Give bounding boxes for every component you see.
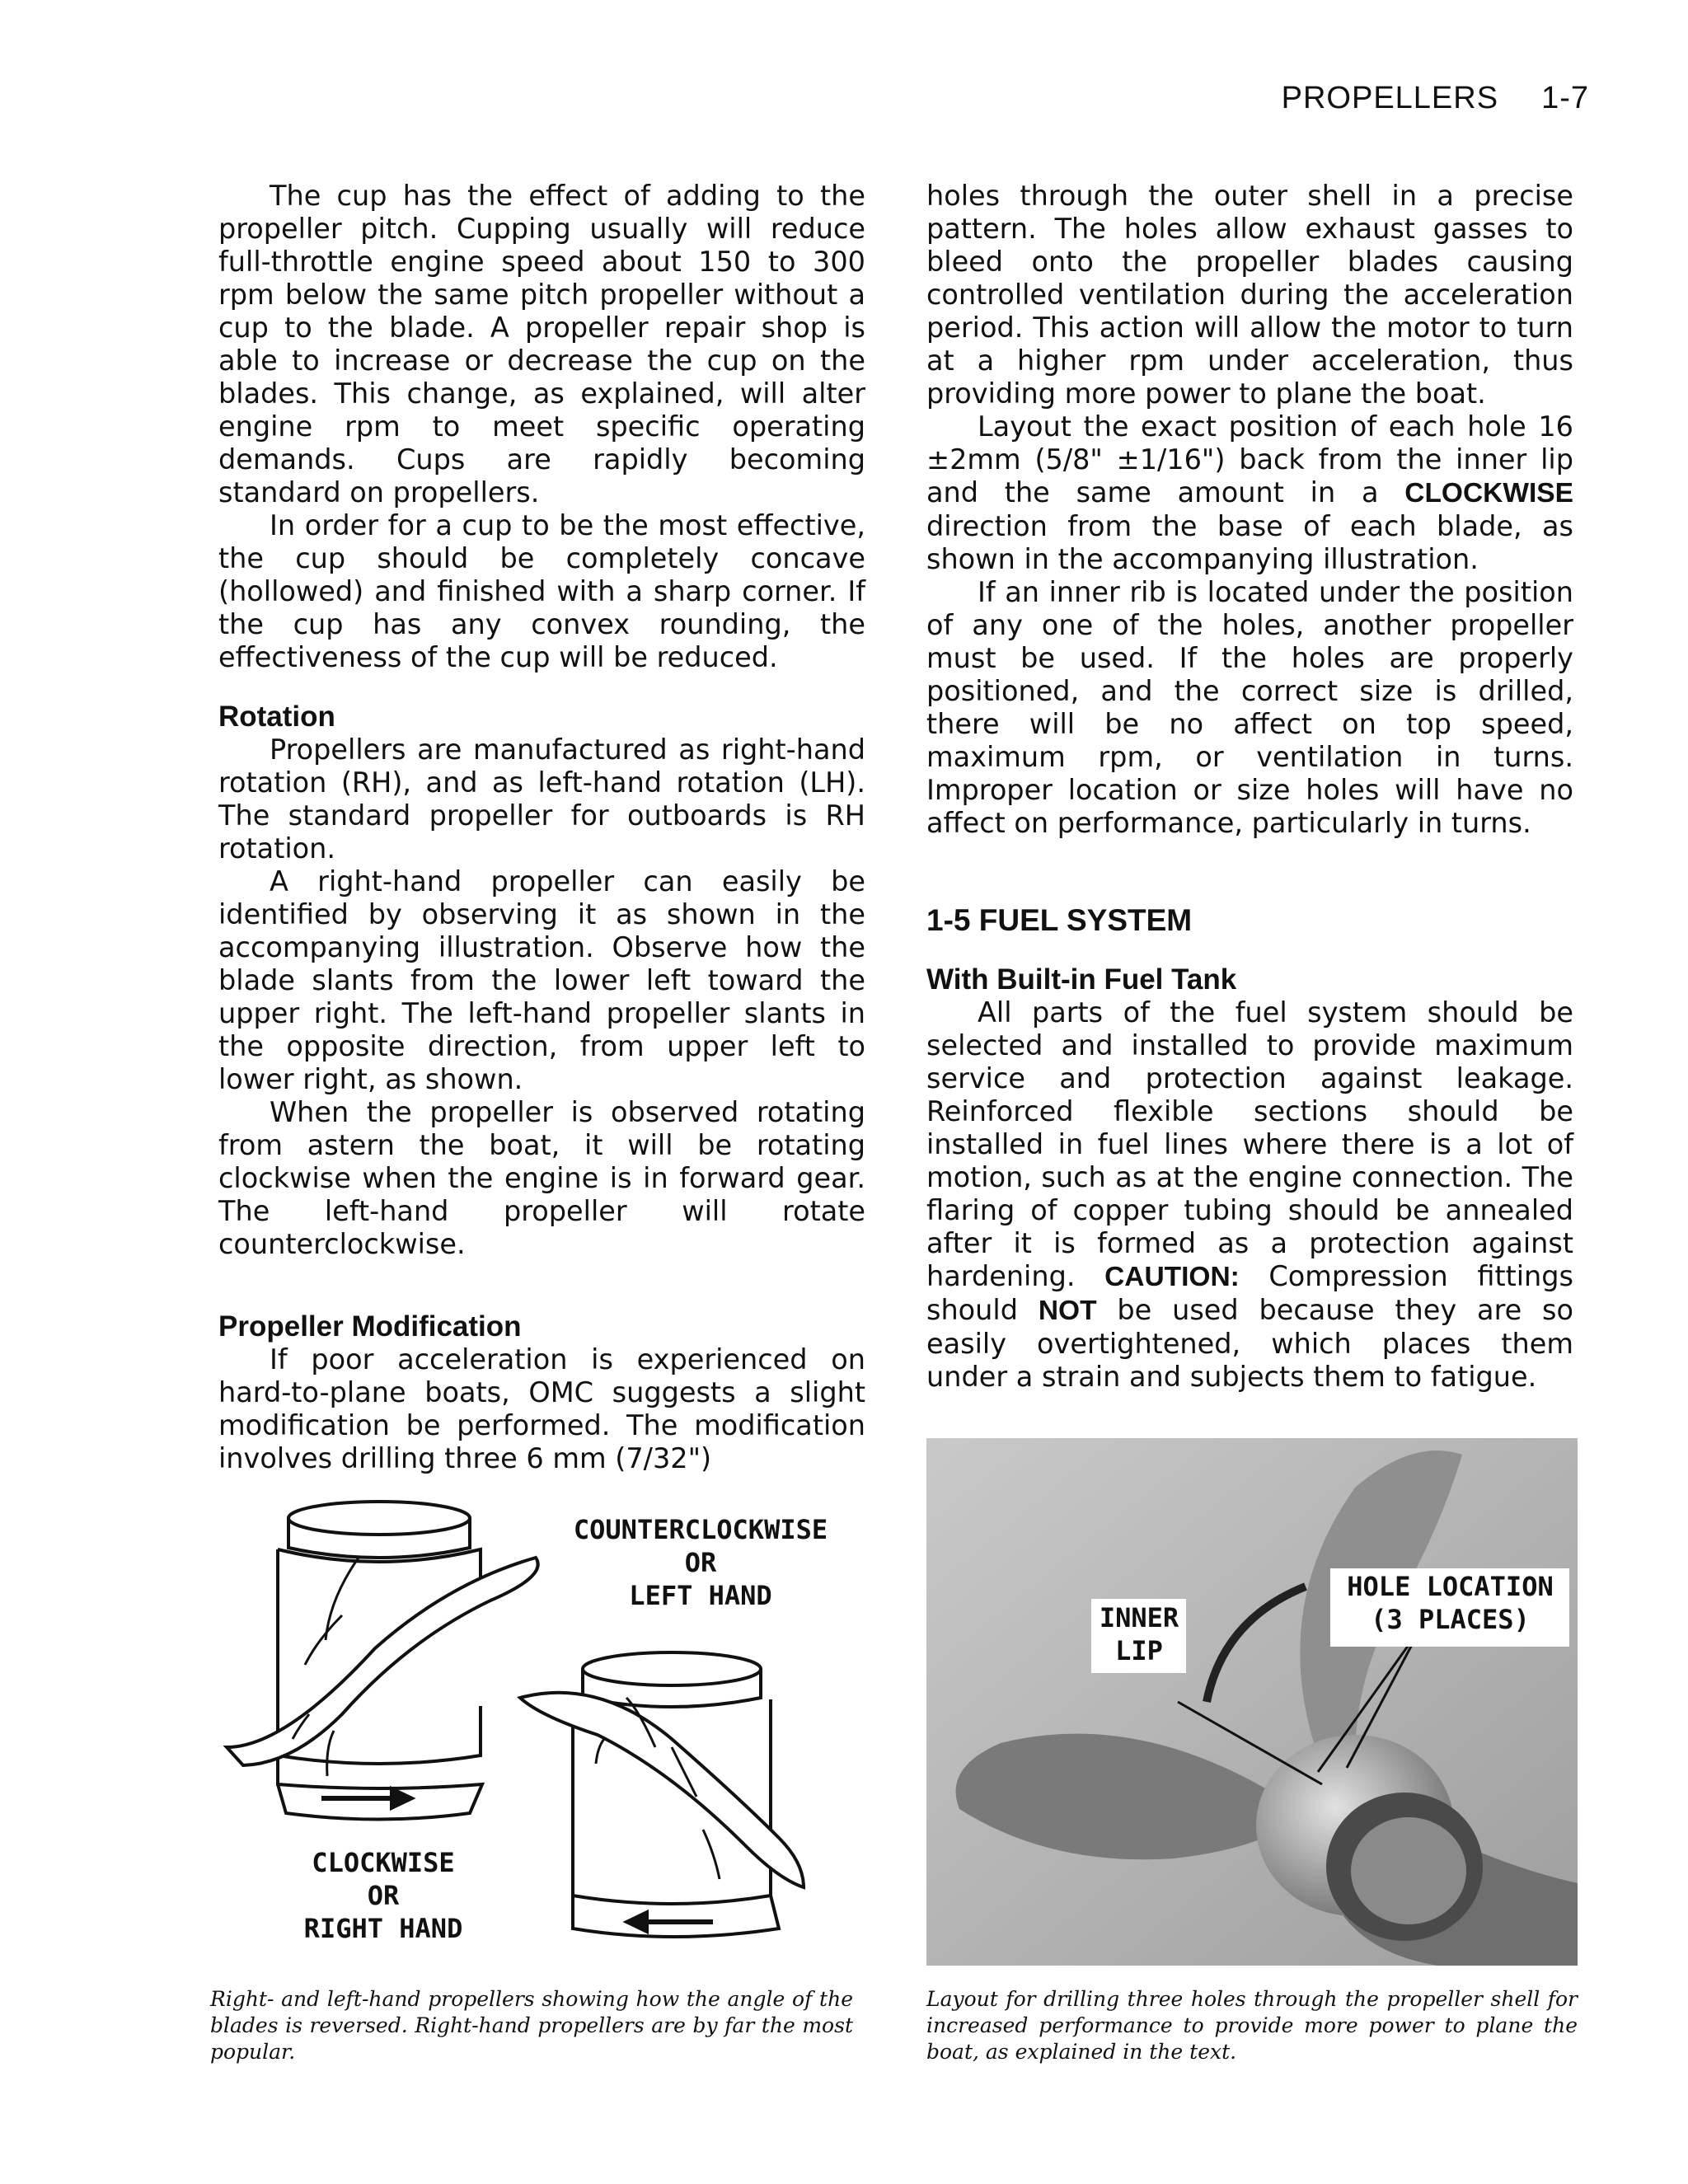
text-run: All parts of the fuel system should be selected and installed to provide maximum service and protection against leakage. Reinforced flexible sections should be installed in fuel lines where there is a lot of motion, such as at the engine connection. The flaring of copper tubing should be annealed after it is formed as a protection against hardening. bbox=[926, 996, 1573, 1292]
label-line: INNER bbox=[1099, 1602, 1179, 1633]
text-run: be used because they are so easily overtightened, which places them under a strain and subjects them to fatigue. bbox=[926, 1294, 1574, 1393]
paragraph: In order for a cup to be the most effective, the cup should be completely concave (hollowed) and finished with a sharp corner. If the cup has any convex rounding, the effectiveness of the cup will be reduced. bbox=[218, 509, 865, 673]
fuel-tank-heading: With Built-in Fuel Tank bbox=[926, 963, 1237, 996]
left-column bbox=[218, 180, 865, 1475]
label-line: (3 PLACES) bbox=[1371, 1604, 1530, 1635]
paragraph: Propellers are manufactured as right-hand rotation (RH), and as left-hand rotation (LH). The standard propeller for outboards is RH rotation. bbox=[218, 733, 865, 865]
label-line: HOLE LOCATION bbox=[1347, 1571, 1554, 1602]
text-run: Layout the exact position of each hole 16 ±2mm (5/8" ±1/16") back from the inner lip and the same amount in a bbox=[926, 410, 1573, 509]
not-emphasis: NOT bbox=[1038, 1296, 1097, 1326]
counterclockwise-label bbox=[523, 1513, 878, 1612]
text-run: Compression fittings should bbox=[926, 1260, 1573, 1326]
propeller-rotation-illustration bbox=[210, 1500, 870, 1961]
hole-location-label bbox=[1329, 1570, 1572, 1636]
propeller-photo-image bbox=[926, 1438, 1578, 1966]
paragraph: If poor acceleration is experienced on hard-to-plane boats, OMC suggests a slight modification be performed. The modification involves drilling three 6 mm (7/32") bbox=[218, 1343, 865, 1474]
paragraph bbox=[926, 410, 1573, 576]
clockwise-emphasis: CLOCKWISE bbox=[1404, 478, 1573, 509]
paragraph: holes through the outer shell in a precise pattern. The holes allow exhaust gasses to bleed onto the propeller blades causing controlled ventilation during the acceleration period. This action will allow the motor to turn at a higher rpm under acceleration, thus providing more power to plane the boat. bbox=[926, 180, 1573, 410]
label-line: RIGHT HAND bbox=[303, 1913, 463, 1944]
text-run: direction from the base of each blade, as shown in the accompanying illustration. bbox=[926, 510, 1573, 575]
caution-label: CAUTION: bbox=[1104, 1262, 1240, 1292]
rotation-heading: Rotation bbox=[218, 701, 335, 733]
paragraph: A right-hand propeller can easily be identified by observing it as shown in the accompanying illustration. Observe how the blade slants from the lower left toward the upper right. The left-hand propeller slants in the opposite direction, from upper left to lower right, as shown. bbox=[218, 865, 865, 1095]
label-line: COUNTERCLOCKWISE bbox=[573, 1514, 828, 1545]
clockwise-label bbox=[260, 1846, 507, 1945]
paragraph bbox=[926, 996, 1573, 1394]
page-number: 1-7 bbox=[1541, 81, 1589, 115]
inner-lip-label bbox=[1090, 1601, 1189, 1667]
label-line: LEFT HAND bbox=[629, 1580, 772, 1611]
label-line: LIP bbox=[1115, 1635, 1163, 1666]
propeller-modification-heading: Propeller Modification bbox=[218, 1310, 522, 1343]
label-line: OR bbox=[367, 1880, 400, 1911]
paragraph: When the propeller is observed rotating from astern the boat, it will be rotating clockwise when the engine is in forward gear. The left-hand propeller will rotate counterclockwise. bbox=[218, 1096, 865, 1260]
label-line: OR bbox=[684, 1547, 717, 1578]
right-column bbox=[926, 180, 1573, 1394]
propeller-photo bbox=[926, 1438, 1578, 1966]
paragraph: The cup has the effect of adding to the propeller pitch. Cupping usually will reduce full-throttle engine speed about 150 to 300 rpm below the same pitch propeller without a cup to the blade. A propeller repair shop is able to increase or decrease the cup on the blades. This change, as explained, will alter engine rpm to meet specific operating demands. Cups are rapidly becoming standard on propellers. bbox=[218, 180, 865, 509]
header-title: PROPELLERS bbox=[1281, 81, 1499, 115]
paragraph: If an inner rib is located under the position of any one of the holes, another propeller must be used. If the holes are properly positioned, and the correct size is drilled, there will be no affect on top speed, maximum rpm, or ventilation in turns. Improper location or size holes will have no affect on performance, particularly in turns. bbox=[926, 576, 1573, 839]
label-line: CLOCKWISE bbox=[312, 1847, 455, 1878]
right-figure-caption: Layout for drilling three holes through the propeller shell for increased performance to provide more power to plane the boat, as explained in the text. bbox=[926, 1987, 1578, 2064]
page-header bbox=[1282, 81, 1589, 116]
section-heading: 1-5 FUEL SYSTEM bbox=[926, 903, 1193, 937]
left-figure-caption: Right- and left-hand propellers showing how the angle of the blades is reversed. Right-hand propellers are by far the most popular. bbox=[210, 1987, 853, 2064]
